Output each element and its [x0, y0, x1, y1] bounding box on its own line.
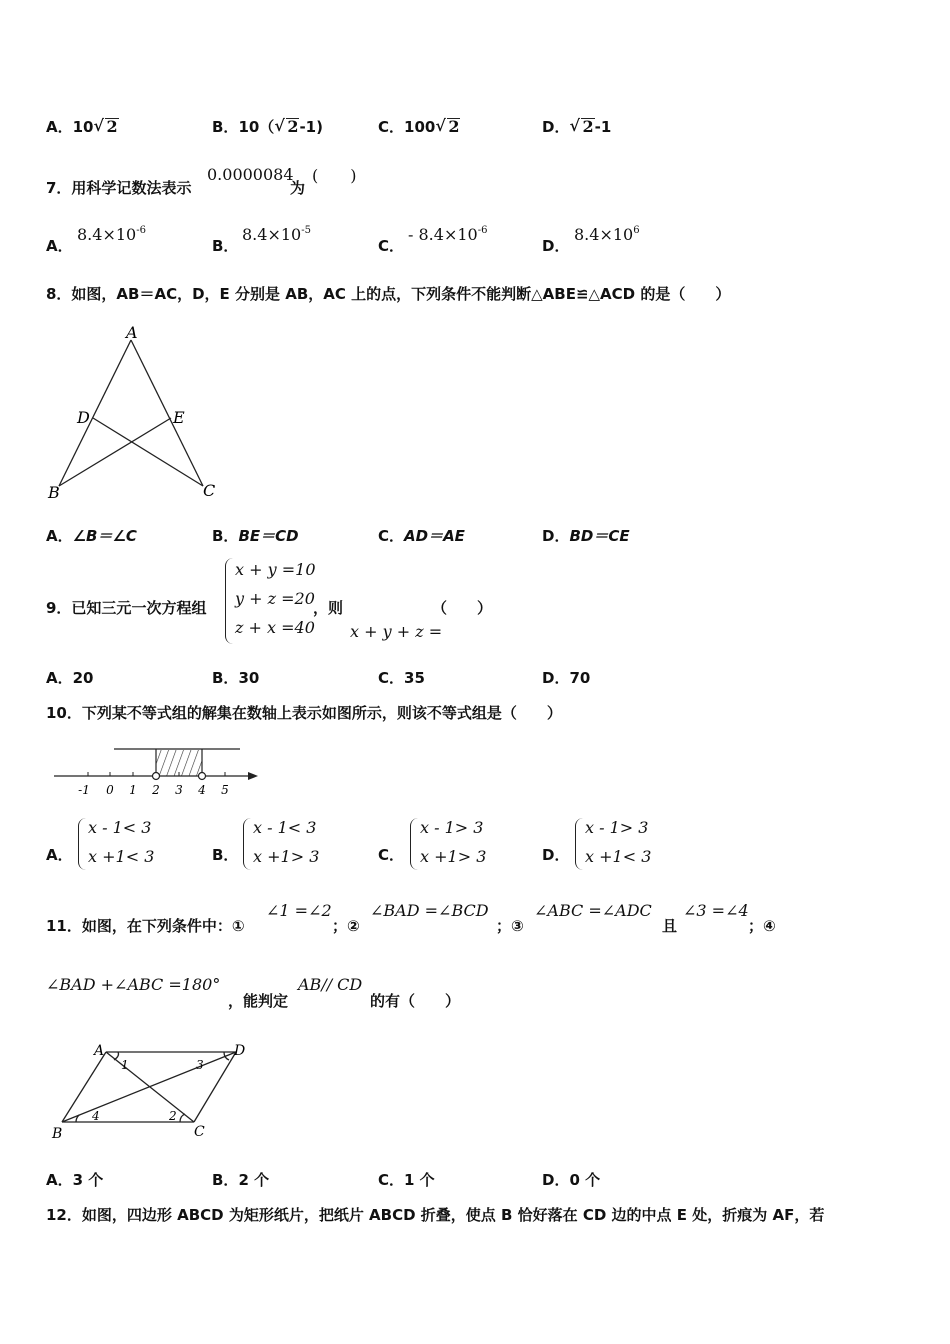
- q11-sep-2: ；②: [332, 917, 360, 935]
- label-c: C: [194, 1124, 205, 1140]
- q7-stem: 7．用科学记数法表示: [46, 179, 192, 197]
- tick-2: 2: [152, 783, 160, 797]
- label-a: A: [94, 1043, 105, 1059]
- q11-option-d: D．0 个: [542, 1171, 601, 1189]
- brace-icon: [410, 818, 419, 870]
- q9-stem: 9．已知三元一次方程组: [46, 599, 207, 617]
- q6-option-b: B．10（ √ 2-1): [212, 116, 323, 136]
- tick-0: 0: [106, 783, 114, 797]
- q9-eq-1: x + y =10: [235, 560, 316, 579]
- q11-condition-2: ∠BAD =∠BCD: [370, 901, 489, 920]
- q10-number-line-figure: [52, 742, 267, 800]
- q11-condition-1: ∠1 =∠2: [266, 901, 332, 920]
- q10-stem: 10．下列某不等式组的解集在数轴上表示如图所示，则该不等式组是（ ）: [46, 704, 562, 722]
- q11-option-a: A．3 个: [46, 1171, 104, 1189]
- q7-number: 0.0000084: [207, 165, 294, 184]
- angle-label-3: 3: [196, 1058, 204, 1072]
- q7-option-c: - $8.4\times 10^{-6}$: [408, 225, 488, 244]
- q8-option-b: B．BE＝CD: [212, 527, 299, 545]
- q10-option-b-letter: B．: [212, 846, 239, 864]
- q6-option-a: A．10 √ 2: [46, 116, 118, 136]
- q11-and: 且: [662, 917, 678, 935]
- sqrt-symbol: √ 2: [435, 116, 460, 136]
- q9-answer-paren: （ ）: [432, 599, 493, 617]
- q11-sep-4: ；④: [748, 917, 776, 935]
- q11-option-c: C．1 个: [378, 1171, 435, 1189]
- q8-option-a: A．∠B＝∠C: [46, 527, 137, 545]
- open-point-2: [153, 773, 160, 780]
- q9-eq-2: y + z =20: [235, 589, 315, 608]
- q7-option-b-letter: B．: [212, 237, 239, 255]
- q7-option-b: $8.4\times 10^{-5}$: [242, 225, 311, 244]
- q11-parallel: AB// CD: [298, 975, 363, 994]
- q10-option-a-letter: A．: [46, 846, 73, 864]
- q11-sep-3: ；③: [496, 917, 524, 935]
- sqrt-symbol: √ 2: [274, 116, 299, 136]
- sqrt-symbol: √ 2: [93, 116, 118, 136]
- q11-option-b: B．2 个: [212, 1171, 270, 1189]
- q9-option-d: D．70: [542, 669, 591, 687]
- tick-5: 5: [221, 783, 229, 797]
- q7-option-a: $8.4\times 10^{-6}$: [77, 225, 146, 244]
- tick-3: 3: [175, 783, 183, 797]
- q12-stem: 12．如图，四边形 ABCD 为矩形纸片，把纸片 ABCD 折叠，使点 B 恰好落在 CD 边的中点 E 处，折痕为 AF，若: [46, 1206, 825, 1224]
- label-b: B: [48, 483, 60, 502]
- q7-option-c-letter: C．: [378, 237, 405, 255]
- q9-expression: x + y + z =: [350, 622, 443, 641]
- q8-option-d: D．BD＝CE: [542, 527, 630, 545]
- q8-option-c: C．AD＝AE: [378, 527, 465, 545]
- q7-stem-end: 为: [290, 179, 306, 197]
- q6-option-c: C．100 √ 2: [378, 116, 460, 136]
- q7-option-d: $8.4\times 10^6$: [574, 225, 640, 244]
- label-d: D: [234, 1043, 246, 1059]
- brace-icon: [78, 818, 87, 870]
- label-d: D: [77, 408, 90, 427]
- tick-4: 4: [198, 783, 206, 797]
- brace-icon: [575, 818, 584, 870]
- label-c: C: [203, 481, 216, 500]
- label-a: A: [126, 323, 138, 342]
- q9-option-a: A．20: [46, 669, 94, 687]
- angle-label-2: 2: [169, 1109, 177, 1123]
- q9-option-b: B．30: [212, 669, 260, 687]
- tick--1: -1: [78, 783, 90, 797]
- q10-option-a-system: x - 1< 3 x +1< 3: [78, 818, 158, 870]
- q6-option-d: D． √ 2-1: [542, 116, 612, 136]
- q11-condition-3: ∠ABC =∠ADC: [534, 901, 652, 920]
- q9-eq-3: z + x =40: [235, 618, 315, 637]
- q10-option-b-system: x - 1< 3 x +1> 3: [243, 818, 323, 870]
- angle-label-4: 4: [92, 1109, 100, 1123]
- q11-condition-3b: ∠3 =∠4: [683, 901, 749, 920]
- q9-option-c: C．35: [378, 669, 425, 687]
- arrow-icon: [248, 772, 258, 780]
- q9-then: ，则: [313, 599, 344, 617]
- q9-equation-system: [225, 558, 325, 644]
- q11-judge: ，能判定: [228, 992, 289, 1010]
- q10-option-d-letter: D．: [542, 846, 570, 864]
- q7-answer-paren: ( ): [312, 166, 357, 185]
- q8-stem: 8．如图，AB＝AC，D，E 分别是 AB，AC 上的点，下列条件不能判断△ABE≌△ACD 的是（ ）: [46, 285, 731, 303]
- brace-icon: [243, 818, 252, 870]
- tick-1: 1: [129, 783, 137, 797]
- q11-tail: 的有（ ）: [370, 992, 461, 1010]
- angle-label-1: 1: [121, 1058, 129, 1072]
- q7-option-d-letter: D．: [542, 237, 570, 255]
- q7-option-a-letter: A．: [46, 237, 73, 255]
- q10-option-d-system: x - 1> 3 x +1< 3: [575, 818, 655, 870]
- q10-option-c-letter: C．: [378, 846, 405, 864]
- q8-triangle-figure: [45, 322, 225, 504]
- brace-icon: [225, 558, 234, 644]
- q11-condition-4: ∠BAD +∠ABC =180°: [46, 975, 221, 994]
- sqrt-symbol: √ 2: [569, 116, 594, 136]
- label-e: E: [173, 408, 185, 427]
- q11-stem: 11．如图，在下列条件中：①: [46, 917, 245, 935]
- open-point-4: [199, 773, 206, 780]
- q10-option-c-system: x - 1> 3 x +1> 3: [410, 818, 490, 870]
- q11-parallelogram-figure: [48, 1038, 260, 1148]
- label-b: B: [52, 1126, 63, 1142]
